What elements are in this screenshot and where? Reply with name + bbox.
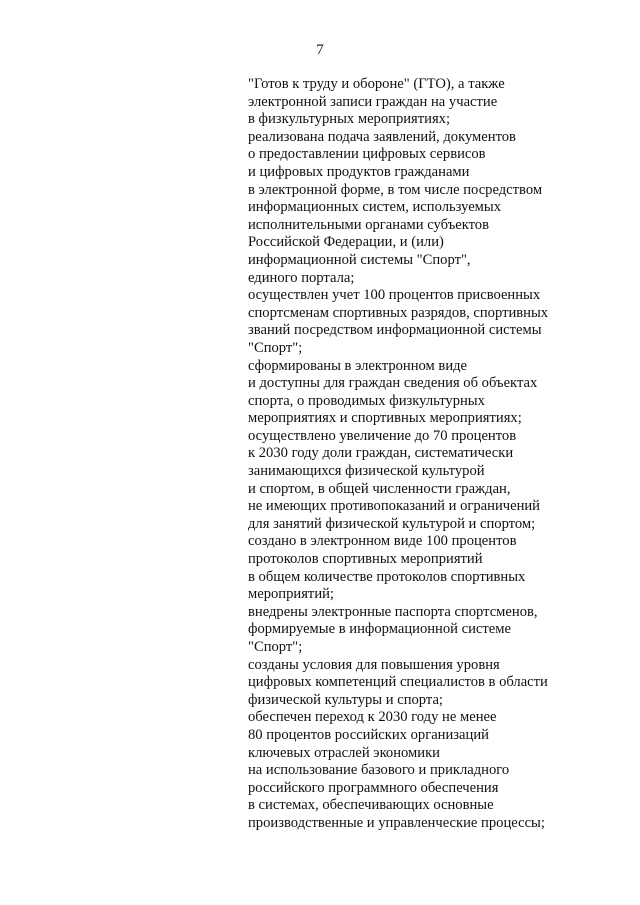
text-line: для занятий физической культурой и спортом; [248,515,536,532]
text-line: российского программного обеспечения [248,779,499,796]
text-line: мероприятий; [248,586,334,603]
text-line: в физкультурных мероприятиях; [248,111,451,128]
text-line: "Готов к труду и обороне" (ГТО), а также [248,76,505,92]
text-line: и доступны для граждан сведения об объектах [248,375,538,392]
text-line: в системах, обеспечивающих основные [248,797,494,814]
text-line: формируемые в информационной системе [248,621,511,638]
text-line: спортсменам спортивных разрядов, спортивных [248,304,549,321]
text-line: на использование базового и прикладного [248,762,510,779]
text-line: 80 процентов российских организаций [248,726,489,743]
text-line: информационных систем, используемых [248,199,502,216]
text-line: занимающихся физической культурой [248,463,485,480]
text-line: осуществлен учет 100 процентов присвоенных [248,287,541,304]
text-line: мероприятиях и спортивных мероприятиях; [248,410,522,427]
text-line: созданы условия для повышения уровня [248,656,500,673]
text-line: "Спорт"; [248,639,303,655]
text-line: физической культуры и спорта; [248,691,443,708]
page-number: 7 [316,42,324,58]
text-line: не имеющих противопоказаний и ограничений [248,498,540,515]
text-line: осуществлено увеличение до 70 процентов [248,427,517,444]
text-line: производственные и управленческие процессы; [248,814,545,831]
text-line: к 2030 году доли граждан, систематически [248,445,514,462]
text-line: единого портала; [248,269,355,286]
text-line: о предоставлении цифровых сервисов [248,146,486,163]
text-line: информационной системы "Спорт", [248,251,471,268]
text-line: исполнительными органами субъектов [248,216,489,233]
text-line: в общем количестве протоколов спортивных [248,568,526,585]
text-line: обеспечен переход к 2030 году не менее [248,709,497,726]
text-line: "Спорт"; [248,339,303,356]
text-line: спорта, о проводимых физкультурных [248,392,485,409]
text-line: внедрены электронные паспорта спортсменов, [248,603,538,620]
text-line: и цифровых продуктов гражданами [248,163,470,180]
text-line: создано в электронном виде 100 процентов [248,533,517,550]
text-line: Российской Федерации, и (или) [248,234,444,251]
document-body [248,76,628,833]
text-line: сформированы в электронном виде [248,357,468,374]
text-line: в электронной форме, в том числе посредством [248,181,543,198]
text-line: цифровых компетенций специалистов в области [248,674,548,691]
text-line: протоколов спортивных мероприятий [248,551,483,568]
text-line: электронной записи граждан на участие [248,93,498,110]
text-line: ключевых отраслей экономики [248,744,440,761]
text-line: званий посредством информационной системы [248,322,542,339]
text-line: реализована подача заявлений, документов [248,128,516,145]
text-line: и спортом, в общей численности граждан, [248,480,511,497]
